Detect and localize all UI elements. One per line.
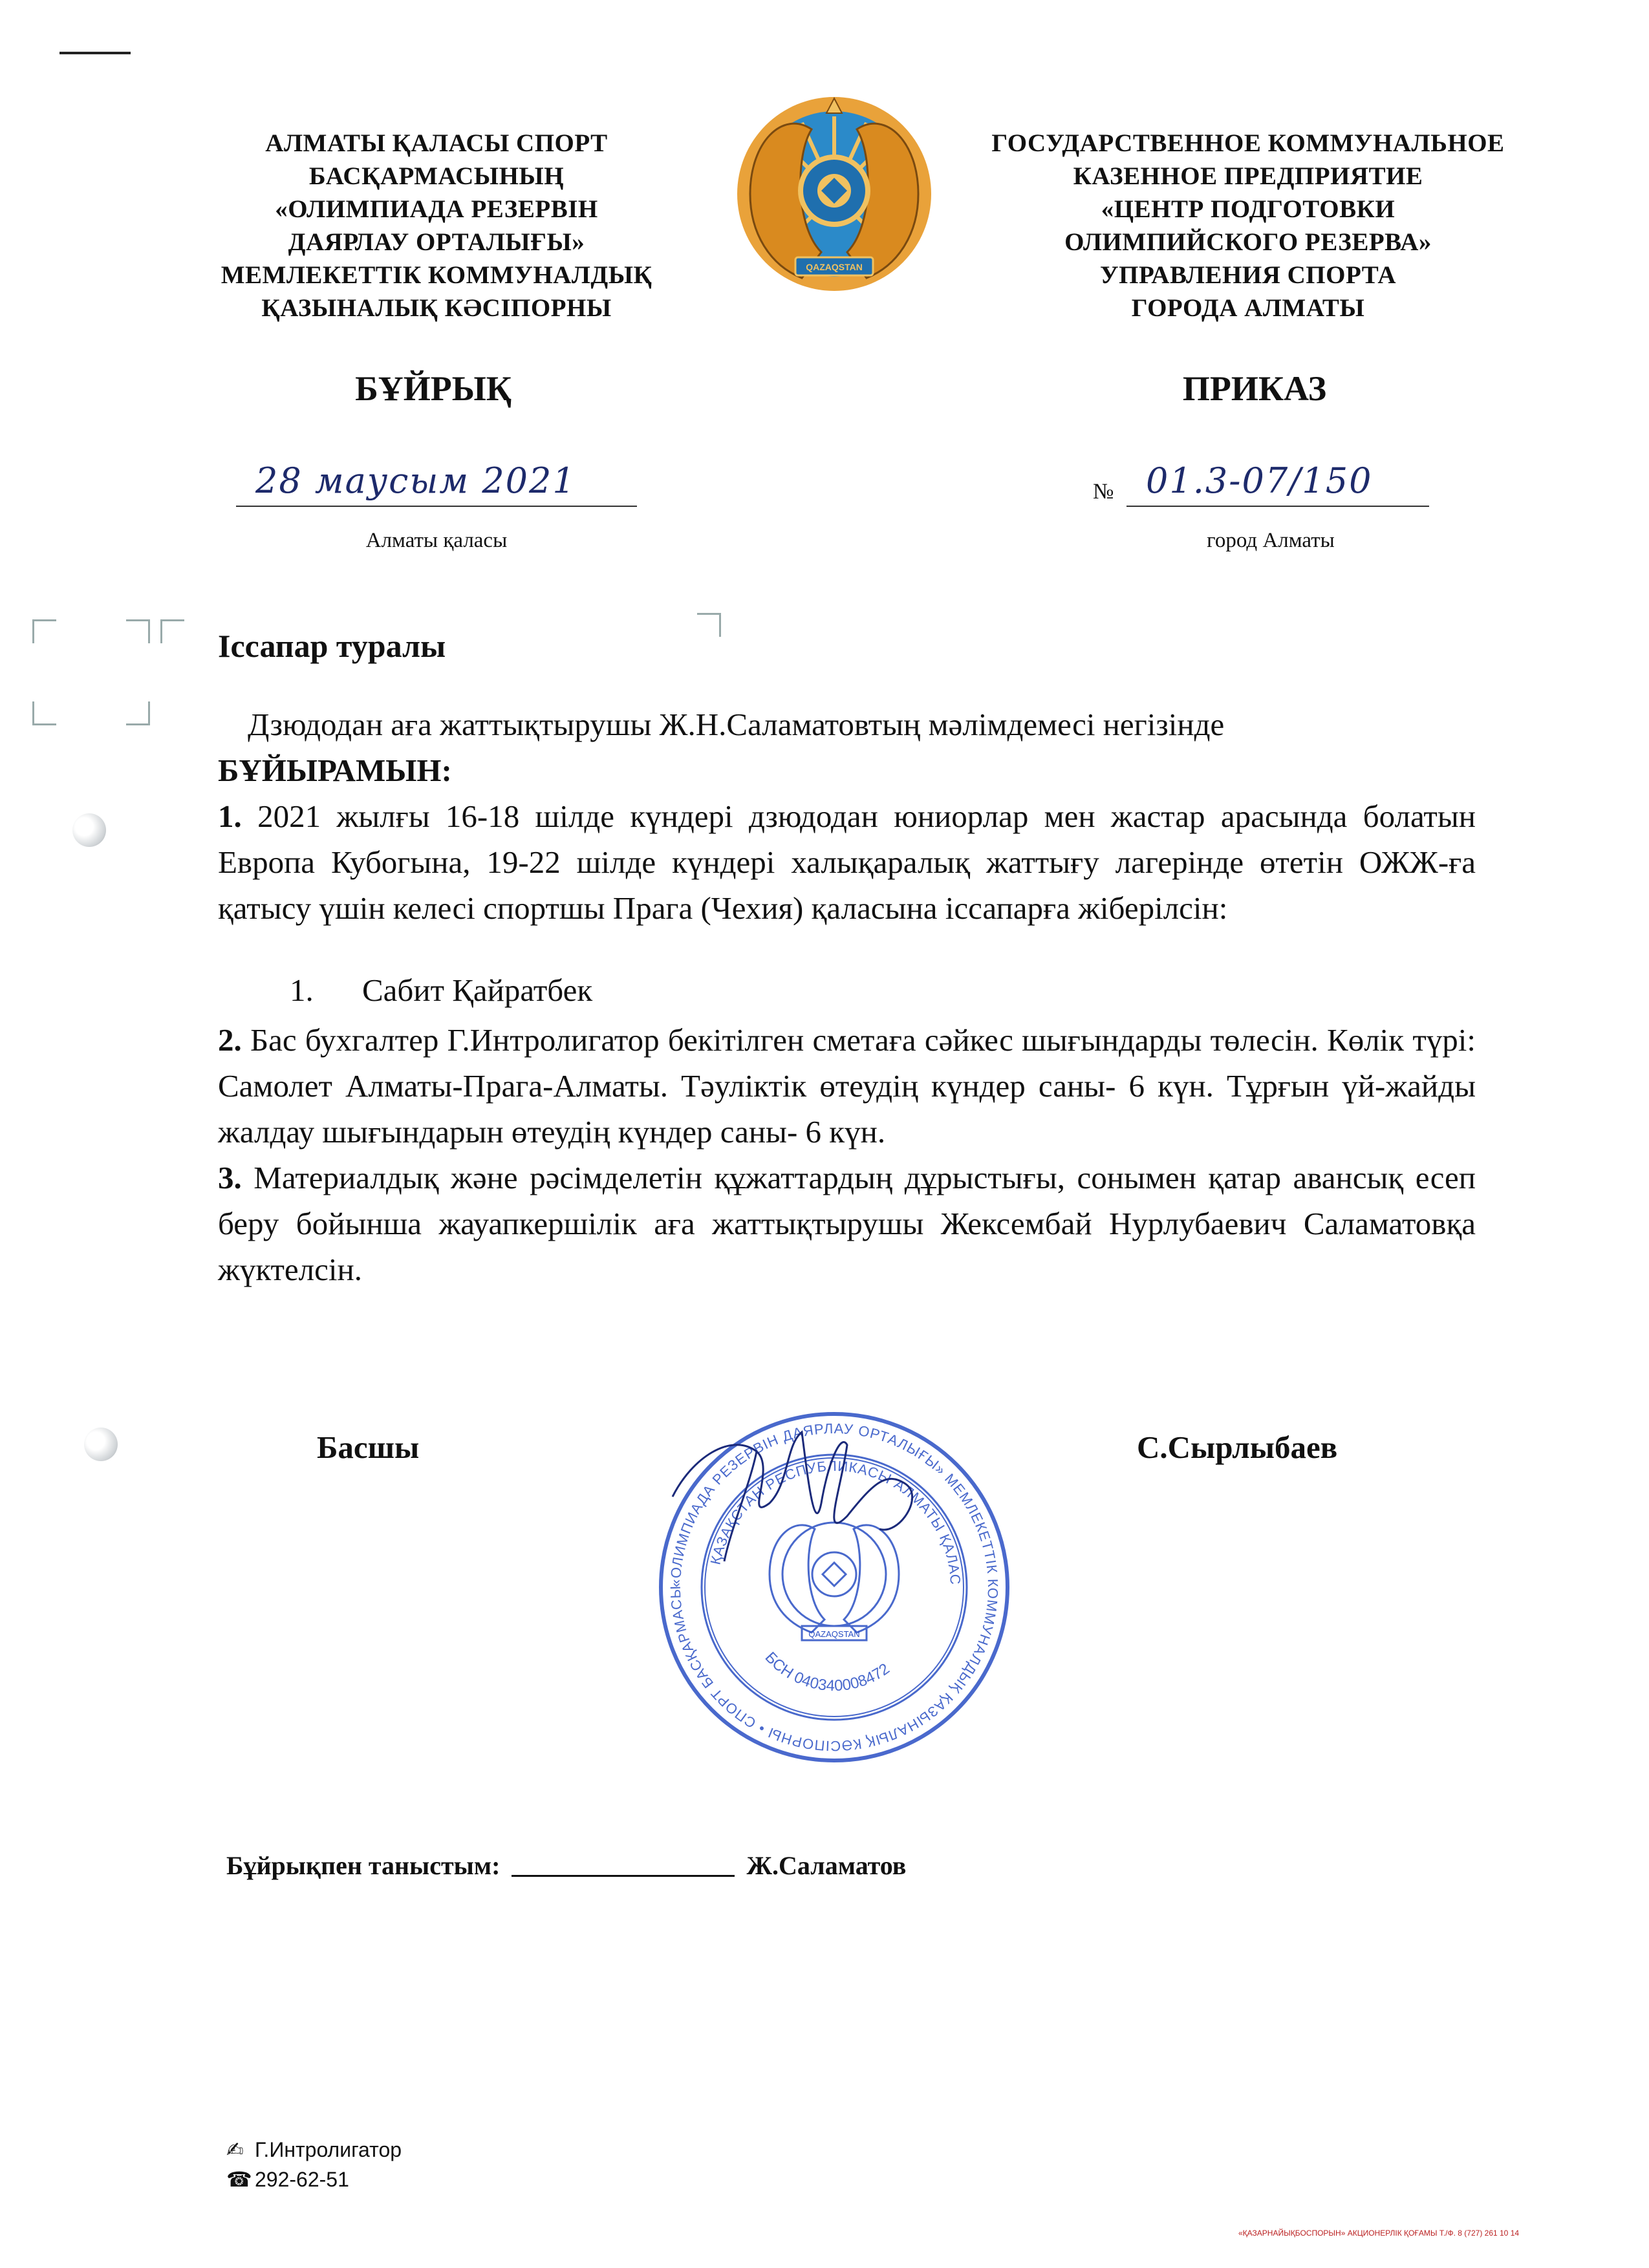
stamp-outer-text: «ОЛИМПИАДА РЕЗЕРВІН ДАЯРЛАУ ОРТАЛЫҒЫ» МЕМЛЕКЕТТІК КОММУНАЛДЫҚ ҚАЗЫНАЛЫҚ КӘСІПОРНЫ • СПОРТ БАСҚАРМАСЫ	[667, 1420, 1002, 1755]
header-left-line: ҚАЗЫНАЛЫҚ КӘСІПОРНЫ	[261, 294, 612, 322]
stamp-inner-text: ҚАЗАҚСТАН РЕСПУБЛИКАСЫ АЛМАТЫ ҚАЛАС	[707, 1457, 964, 1586]
header-right-line: ГОРОДА АЛМАТЫ	[1131, 294, 1365, 322]
subject-line: Іссапар туралы	[218, 628, 446, 664]
executor-name: Г.Интролигатор	[255, 2138, 402, 2161]
header-left-org	[194, 127, 679, 325]
signatory-name: С.Сырлыбаев	[1137, 1429, 1338, 1465]
order-body	[218, 701, 1476, 931]
athlete-name: Сабит Қайратбек	[362, 972, 593, 1008]
punch-hole	[72, 813, 106, 847]
header-left-line: МЕМЛЕКЕТТІК КОММУНАЛДЫҚ	[221, 261, 652, 289]
official-stamp	[653, 1406, 1015, 1768]
stamp-center-text: QAZAQSTAN	[808, 1629, 860, 1639]
header-left-line: БАСҚАРМАСЫНЫҢ	[308, 162, 565, 190]
scan-mark	[126, 619, 150, 643]
acknowledgement-name: Ж.Саламатов	[746, 1851, 907, 1880]
header-right-org	[957, 127, 1539, 325]
header-right-line: ГОСУДАРСТВЕННОЕ КОММУНАЛЬНОЕ	[991, 129, 1505, 157]
stamp-bin: БСН 040340008472	[761, 1649, 893, 1695]
punch-hole	[84, 1428, 118, 1461]
scan-artefact-line	[59, 52, 131, 54]
order-date-line	[236, 460, 637, 507]
item-1-number: 1.	[218, 798, 242, 834]
scan-mark	[697, 613, 721, 637]
athlete-list-item	[290, 967, 592, 1013]
acknowledgement-label: Бұйрықпен таныстым:	[226, 1851, 501, 1880]
order-title-kz: БҰЙРЫҚ	[355, 369, 512, 408]
item-1	[218, 793, 1476, 931]
phone-number: 292-62-51	[255, 2168, 349, 2191]
printer-imprint: «ҚАЗАРНАЙЫҚБОСПОРЫН» АКЦИОНЕРЛІК ҚОҒАМЫ Т./Ф. 8 (727) 261 10 14	[1238, 2229, 1520, 2238]
header-right-line: ОЛИМПИЙСКОГО РЕЗЕРВА»	[1064, 228, 1432, 256]
header-left-line: АЛМАТЫ ҚАЛАСЫ СПОРТ	[265, 129, 608, 157]
intro-paragraph: Дзюдодан аға жаттықтырушы Ж.Н.Саламатовтың мәлімдемесі негізінде	[248, 707, 1225, 742]
city-kz: Алматы қаласы	[365, 529, 508, 552]
signatory-position: Басшы	[317, 1429, 420, 1465]
order-date: 28 маусым 2021	[255, 460, 576, 501]
header-right-line: КАЗЕННОЕ ПРЕДПРИЯТИЕ	[1073, 162, 1423, 190]
header-left-line: «ОЛИМПИАДА РЕЗЕРВІН	[275, 195, 598, 223]
item-3-number: 3.	[218, 1160, 242, 1195]
order-number: 01.3-07/150	[1146, 460, 1373, 501]
emblem-text: QAZAQSTAN	[806, 262, 863, 272]
header-right-line: «ЦЕНТР ПОДГОТОВКИ	[1101, 195, 1396, 223]
scan-mark	[32, 619, 56, 643]
acknowledgement-line	[226, 1850, 906, 1881]
phone-line	[226, 2167, 349, 2192]
phone-icon: ☎	[226, 2168, 252, 2191]
athlete-number: 1.	[290, 972, 314, 1008]
acknowledgement-blank	[512, 1875, 735, 1877]
header-right-line: УПРАВЛЕНИЯ СПОРТА	[1099, 261, 1396, 289]
item-1-text: 2021 жылғы 16-18 шілде күндері дзюдодан юниорлар мен жастар арасында болатын Европа Кубогына, 19-22 шілде күндері халықаралық жаттығу лагерінде өтетін ОЖЖ-ға қатысу үшін келесі спортшы Прага (Чехия) қаласына іссапарға жіберілсін:	[218, 798, 1476, 926]
item-2	[218, 1017, 1476, 1155]
pencil-icon: ✍	[226, 2138, 244, 2161]
svg-text:БСН 040340008472	[762, 1649, 893, 1695]
executor-line	[226, 2137, 402, 2162]
item-3-text: Материалдық және рәсімделетін құжаттардың дұрыстығы, сонымен қатар авансық есеп беру бойынша жауапкершілік аға жаттықтырушы Жексембай Нурлубаевич Саламатовқа жүктелсін.	[218, 1160, 1476, 1287]
number-sign: №	[1093, 480, 1114, 504]
scan-mark	[126, 701, 150, 725]
state-emblem	[724, 84, 944, 304]
item-2-text: Бас бухгалтер Г.Интролигатор бекітілген сметаға сәйкес шығындарды төлесін. Көлік түрі: Самолет Алматы-Прага-Алматы. Тәуліктік өтеудің күндер саны- 6 күн. Тұрғын үй-жайды жалдау шығындарын өтеудің күндер саны- 6 күн.	[218, 1022, 1476, 1150]
city-ru: город Алматы	[1207, 529, 1335, 552]
item-2-number: 2.	[218, 1022, 242, 1058]
command-word: БҰЙЫРАМЫН:	[218, 753, 452, 788]
order-number-line	[1093, 460, 1429, 506]
scan-mark	[160, 619, 184, 643]
item-3	[218, 1155, 1476, 1292]
scan-mark	[32, 701, 56, 725]
header-left-line: ДАЯРЛАУ ОРТАЛЫҒЫ»	[288, 228, 585, 256]
order-body-continued	[218, 1017, 1476, 1292]
order-title-ru: ПРИКАЗ	[1182, 369, 1327, 408]
